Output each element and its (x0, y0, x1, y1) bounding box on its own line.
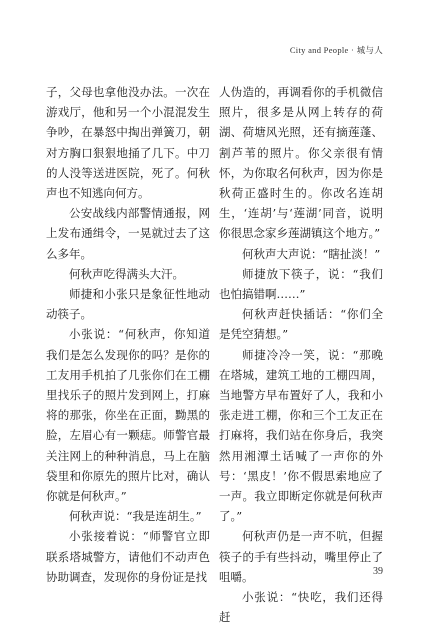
paragraph: 公安战线内部警情通报，网上发布通缉令，一晃就过去了这么多年。 (46, 206, 210, 261)
page-number: 39 (373, 566, 383, 577)
paragraph: 何秋声说：“我是连胡生。” (69, 509, 202, 524)
left-column (46, 82, 210, 587)
paragraph: 师捷放下筷子，说：“我们也怕搞错啊……” (219, 266, 383, 302)
paragraph: 小张接着说：“师警官立即联系塔城警方，请他们不动声色协助调查，发现你的身份证是找 (46, 529, 210, 584)
paragraph: 子，父母也拿他没办法。一次在游戏厅，他和另一个小混混发生争吵，在暴怒中掏出弹簧刀，朝对方胸口狠狠地捅了几下。中刀的人没等送进医院，死了。何秋声也不知逃向何方。 (46, 85, 210, 201)
paragraph: 何秋声赶快插话：“你们全是凭空猜想。” (219, 307, 383, 342)
paragraph: 何秋声大声说：“瞎扯淡！” (242, 246, 381, 261)
paragraph: 小张说：“快吃，我们还得赶 (219, 590, 383, 625)
paragraph: 何秋声吃得满头大汗。 (69, 266, 184, 281)
paragraph: 小张说：“何秋声，你知道我们是怎么发现你的吗？是你的工友用手机拍了几张你们在工棚里找乐子的照片发到网上，打麻将的那张，你坐在正面，黝黑的脸，左眉心有一颗痣。师警官最关注网上的种种消息，马上在脑袋里和你原先的照片比对，确认你就是何秋声。” (46, 327, 210, 504)
paragraph: 何秋声仍是一声不吭，但握筷子的手有些抖动，嘴里停止了咀嚼。 (219, 529, 383, 584)
paragraph: 师捷冷冷一笑，说：“那晚在塔城，建筑工地的工棚四周，当地警方早布置好了人，我和小张走进工棚，你和三个工友正在打麻将，我们站在你身后，我突然用湘潭土话喊了一声你的外号：‘黑皮！’你不假思索地应了一声。我立即断定你就是何秋声了。” (219, 347, 383, 524)
right-column (219, 82, 383, 627)
paragraph: 师捷和小张只是象征性地动动筷子。 (46, 287, 210, 322)
running-header: City and People · 城与人 (289, 45, 383, 55)
paragraph: 人伪造的，再调看你的手机微信照片，很多是从网上转存的荷湖、荷塘风光照，还有摘莲蓬、割芦苇的照片。你父亲很有情怀，为你取名何秋声，因为你是秋荷正盛时生的。你改名连胡生，‘连胡’与‘莲湖’同音，说明你很思念家乡莲湖镇这个地方。” (219, 85, 383, 241)
